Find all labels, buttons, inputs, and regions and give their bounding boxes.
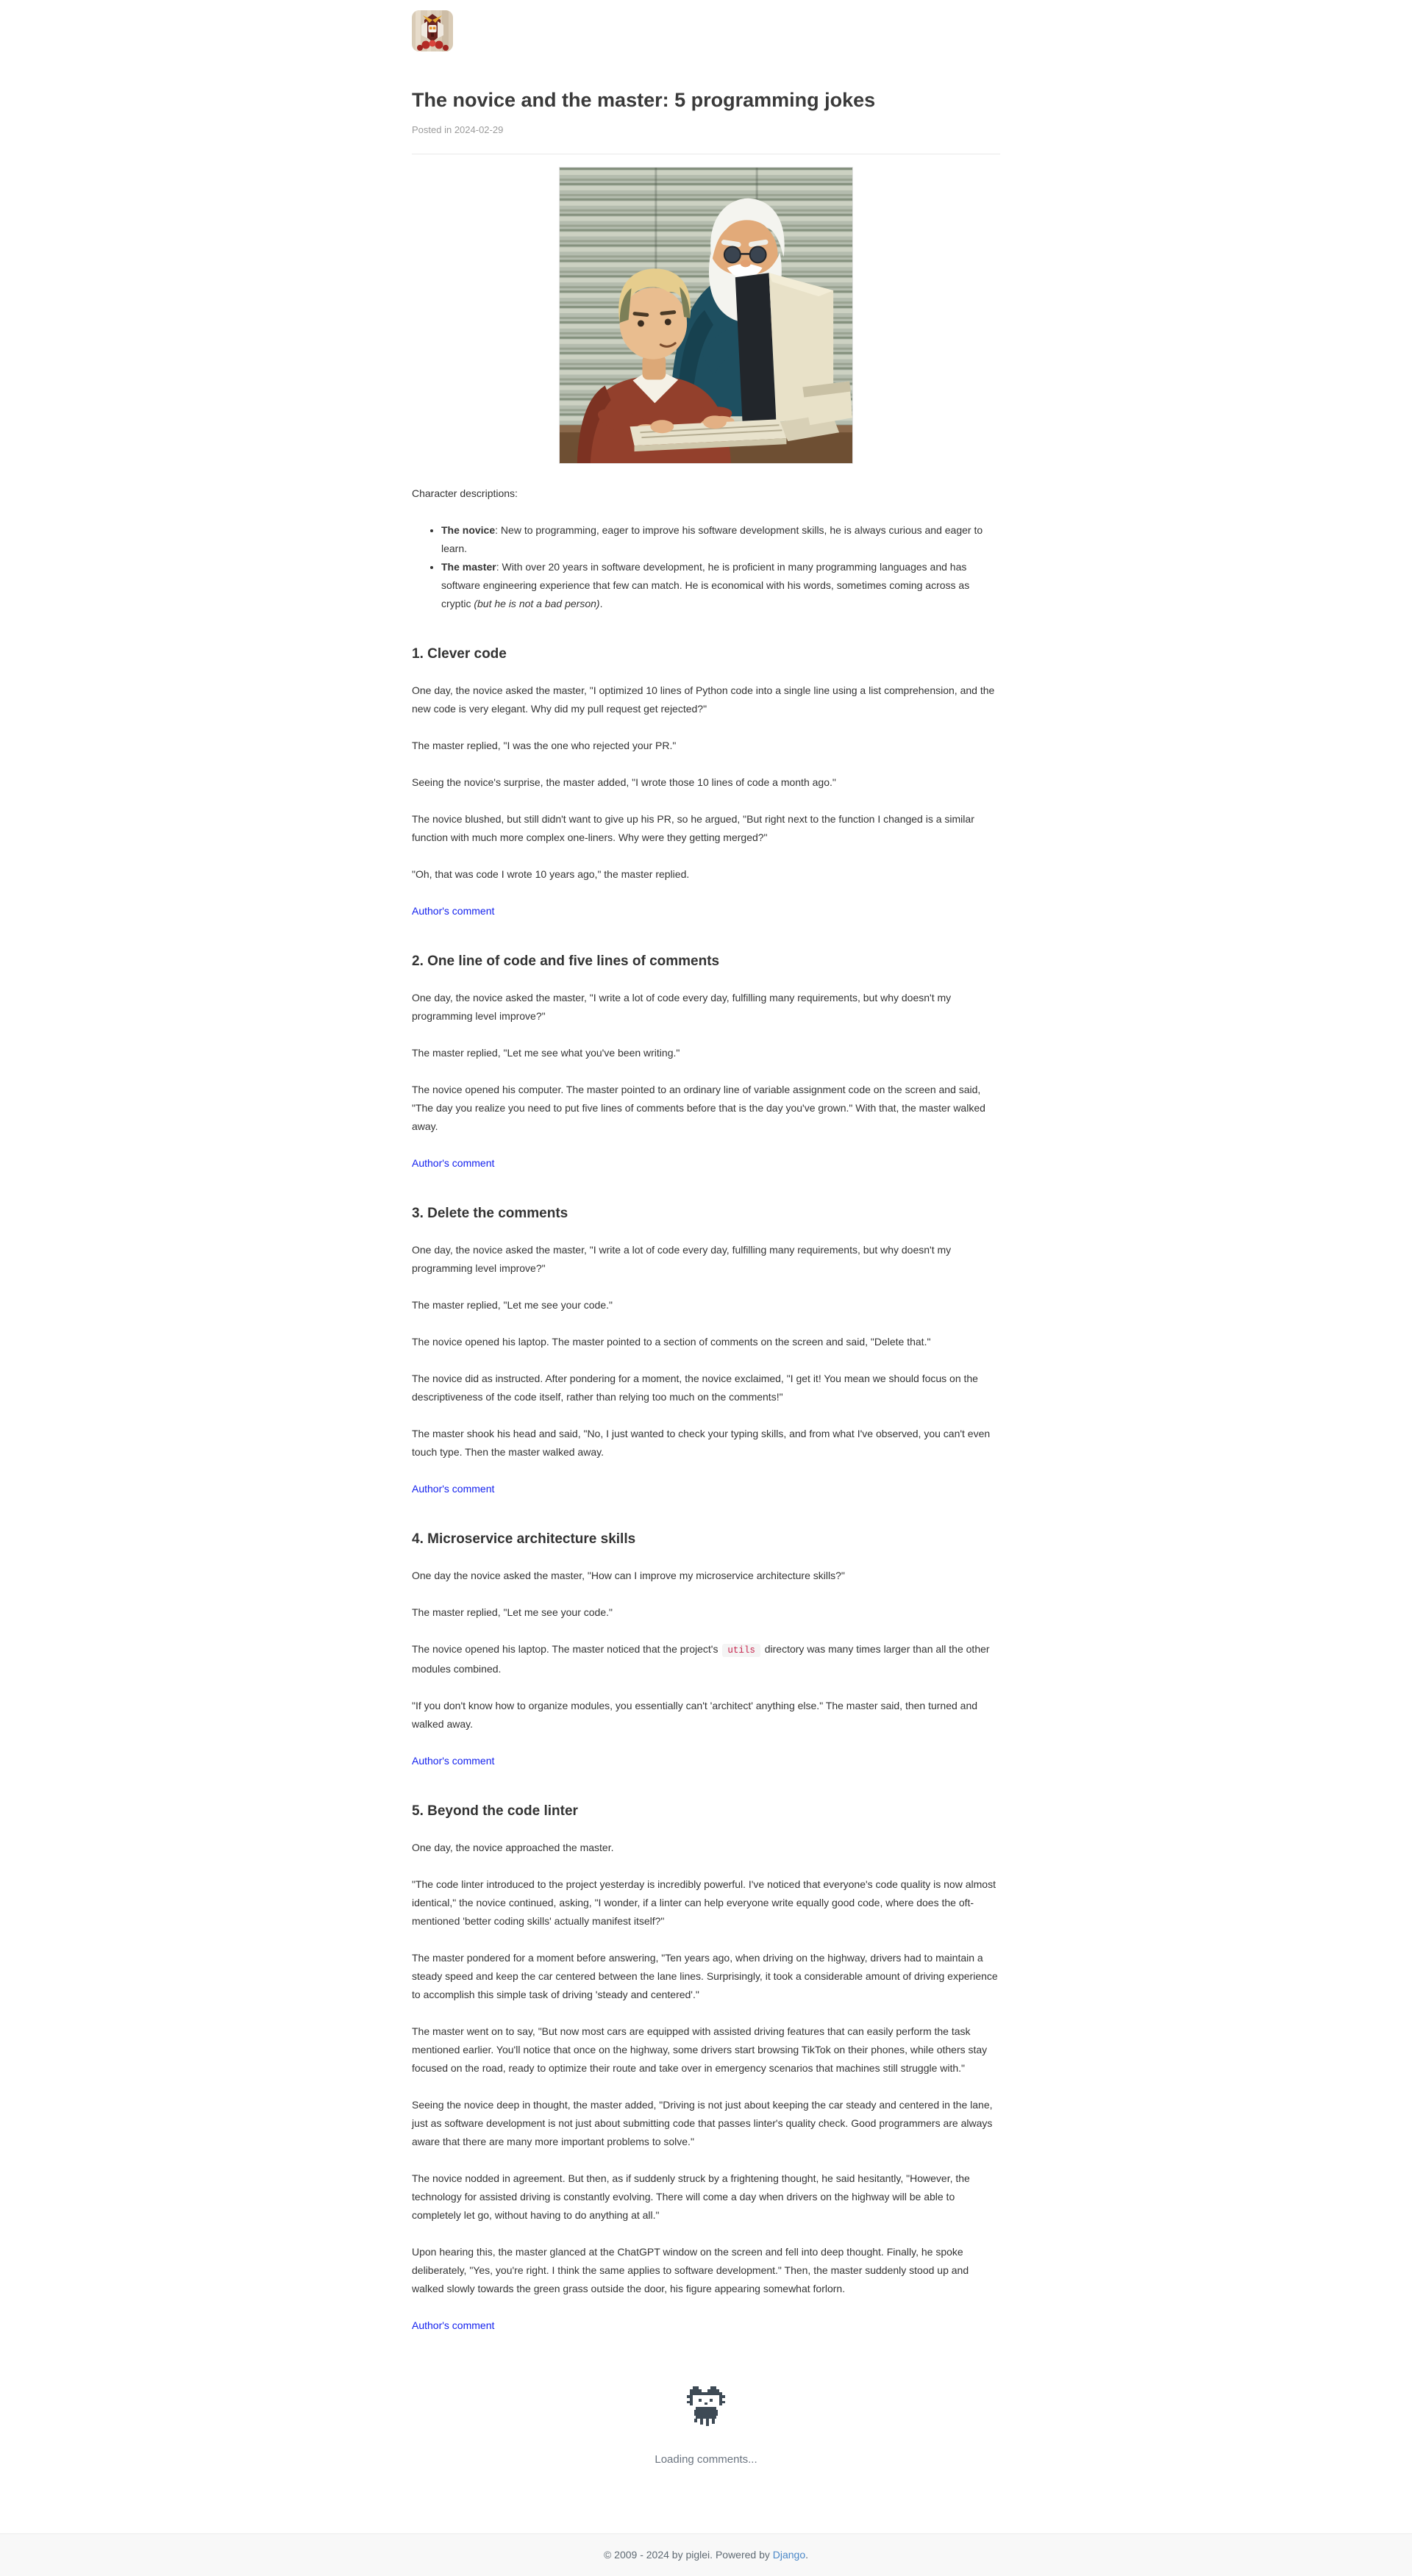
site-logo-link[interactable]: [412, 10, 453, 51]
authors-comment-link[interactable]: Author's comment: [412, 905, 495, 917]
comments-section: [412, 2386, 1000, 2469]
comment-link-row: [412, 902, 1000, 920]
paragraph: The master shook his head and said, "No, I just wanted to check your typing skills, and from what I've observed, you can't even touch type. Then the master walked away.: [412, 1428, 991, 1458]
paragraph: "If you don't know how to organize modules, you essentially can't 'architect' anything else." The master said, then turned and walked away.: [412, 1700, 978, 1730]
comment-link-row: [412, 2316, 1000, 2335]
paragraph: Seeing the novice deep in thought, the master added, "Driving is not just about keeping the car steady and centered in the lane, just as software development is not just about submitting code that passes linter's quality check. Good programmers are always aware that there are many more important problems to solve.": [412, 2099, 993, 2147]
joke-section-4: [412, 1531, 1000, 1770]
paragraph: "The code linter introduced to the project yesterday is incredibly powerful. I've noticed that everyone's code quality is now almost identical," the novice continued, asking, "I wonder, if a linter can help everyone write equally good code, where does the oft-mentioned 'better coding skills' actually manifest itself?": [412, 1878, 996, 1927]
character-name: The novice: [441, 524, 496, 536]
comment-link-row: [412, 1480, 1000, 1498]
section-heading: 3. Delete the comments: [412, 1206, 568, 1221]
paragraph: One day, the novice asked the master, "I optimized 10 lines of Python code into a single line using a list comprehension, and the new code is very elegant. Why did my pull request get rejected?": [412, 684, 995, 715]
paragraph: The master pondered for a moment before answering, "Ten years ago, when driving on the highway, drivers had to maintain a steady speed and keep the car centered between the lane lines. Surprisingly, it took a considerable amount of driving experience to accomplish this simple task of driving 'steady and centered'.": [412, 1952, 998, 2000]
post-date: Posted in 2024-02-29: [412, 124, 504, 135]
copyright-text: © 2009 - 2024 by piglei. Powered by: [603, 2549, 773, 2561]
authors-comment-link[interactable]: Author's comment: [412, 2319, 495, 2331]
loading-comments-text: Loading comments...: [655, 2453, 757, 2466]
paragraph: One day, the novice asked the master, "I write a lot of code every day, fulfilling many requirements, but why doesn't my programming level improve?": [412, 992, 952, 1022]
comment-link-row: [412, 1752, 1000, 1770]
hero-image: [412, 167, 1000, 466]
page-title: The novice and the master: 5 programming jokes: [412, 89, 876, 111]
list-item: • The novice: New to programming, eager to improve his software development skills, he is always curious and eager to learn.: [441, 521, 1000, 558]
inline-code-utils: utils: [722, 1644, 760, 1657]
paragraph: "Oh, that was code I wrote 10 years ago," the master replied.: [412, 868, 690, 880]
paragraph: The novice did as instructed. After pondering for a moment, the novice exclaimed, "I get it! You mean we should focus on the descriptiveness of the code itself, rather than relying too much on the comments!": [412, 1373, 978, 1403]
paragraph: The master went on to say, "But now most cars are equipped with assisted driving features that can easily perform the task mentioned earlier. You'll notice that once on the highway, some drivers start browsing TikTok on their phones, while others stay focused on the road, ready to optimize their route and take over in emergency scenarios that machines still struggle with.": [412, 2025, 988, 2074]
paragraph: The master replied, "Let me see what you've been writing.": [412, 1047, 680, 1059]
gundam-avatar-icon: [412, 42, 453, 54]
paragraph: One day, the novice asked the master, "I write a lot of code every day, fulfilling many requirements, but why doesn't my programming level improve?": [412, 1244, 952, 1274]
paragraph: The novice opened his laptop. The master noticed that the project's utils directory was many times larger than all the other modules combined.: [412, 1643, 990, 1675]
section-heading: 1. Clever code: [412, 646, 507, 662]
joke-section-1: [412, 645, 1000, 920]
paragraph: The master replied, "Let me see your code.": [412, 1299, 613, 1311]
paragraph: The novice blushed, but still didn't want to give up his PR, so he argued, "But right next to the function I changed is a similar function with much more complex one-liners. Why were they getting merged?": [412, 813, 974, 843]
list-item: • The master: With over 20 years in software development, he is proficient in many programming languages and has software engineering experience that few can match. He is economical with his words, sometimes coming across as cryptic (but he is not a bad person).: [441, 558, 1000, 613]
paragraph: The novice nodded in agreement. But then, as if suddenly struck by a frightening thought, he said hesitantly, "However, the technology for assisted driving is constantly evolving. There will come a day when drivers on the highway will be able to completely let go, without having to do anything at all.": [412, 2172, 970, 2221]
character-list: [412, 521, 1000, 613]
paragraph: One day the novice asked the master, "How can I improve my microservice architecture skills?": [412, 1570, 845, 1581]
joke-section-2: [412, 953, 1000, 1173]
section-heading: 4. Microservice architecture skills: [412, 1531, 636, 1547]
section-heading: 2. One line of code and five lines of comments: [412, 954, 720, 969]
comment-link-row: [412, 1154, 1000, 1173]
authors-comment-link[interactable]: Author's comment: [412, 1483, 495, 1495]
authors-comment-link[interactable]: Author's comment: [412, 1755, 495, 1767]
paragraph: Upon hearing this, the master glanced at the ChatGPT window on the screen and fell into deep thought. Finally, he spoke deliberately, "Yes, you're right. I think the same applies to software development." Then, the master suddenly stood up and walked slowly towards the green grass outside the door, his figure appearing somewhat forlorn.: [412, 2246, 969, 2294]
character-name: The master: [441, 561, 496, 573]
django-link[interactable]: Django: [772, 2549, 806, 2561]
intro-text: Character descriptions:: [412, 487, 518, 499]
site-footer: © 2009 - 2024 by piglei. Powered by Django.: [0, 2533, 1412, 2576]
pixel-cat-icon: [687, 2418, 725, 2430]
main-content: [412, 0, 1000, 2469]
paragraph: Seeing the novice's surprise, the master added, "I wrote those 10 lines of code a month ago.": [412, 776, 836, 788]
paragraph: The novice opened his laptop. The master pointed to a section of comments on the screen and said, "Delete that.": [412, 1336, 931, 1348]
paragraph: The master replied, "Let me see your code.": [412, 1606, 613, 1618]
paragraph: The master replied, "I was the one who rejected your PR.": [412, 740, 677, 751]
paragraph: The novice opened his computer. The master pointed to an ordinary line of variable assignment code on the screen and said, "The day you realize you need to put five lines of comments before that is the day you've grown." With that, the master walked away.: [412, 1084, 985, 1132]
section-heading: 5. Beyond the code linter: [412, 1803, 578, 1819]
joke-section-5: [412, 1803, 1000, 2335]
paragraph: One day, the novice approached the master.: [412, 1842, 614, 1853]
novice-and-master-illustration: [559, 167, 853, 464]
joke-section-3: [412, 1205, 1000, 1498]
authors-comment-link[interactable]: Author's comment: [412, 1157, 495, 1169]
